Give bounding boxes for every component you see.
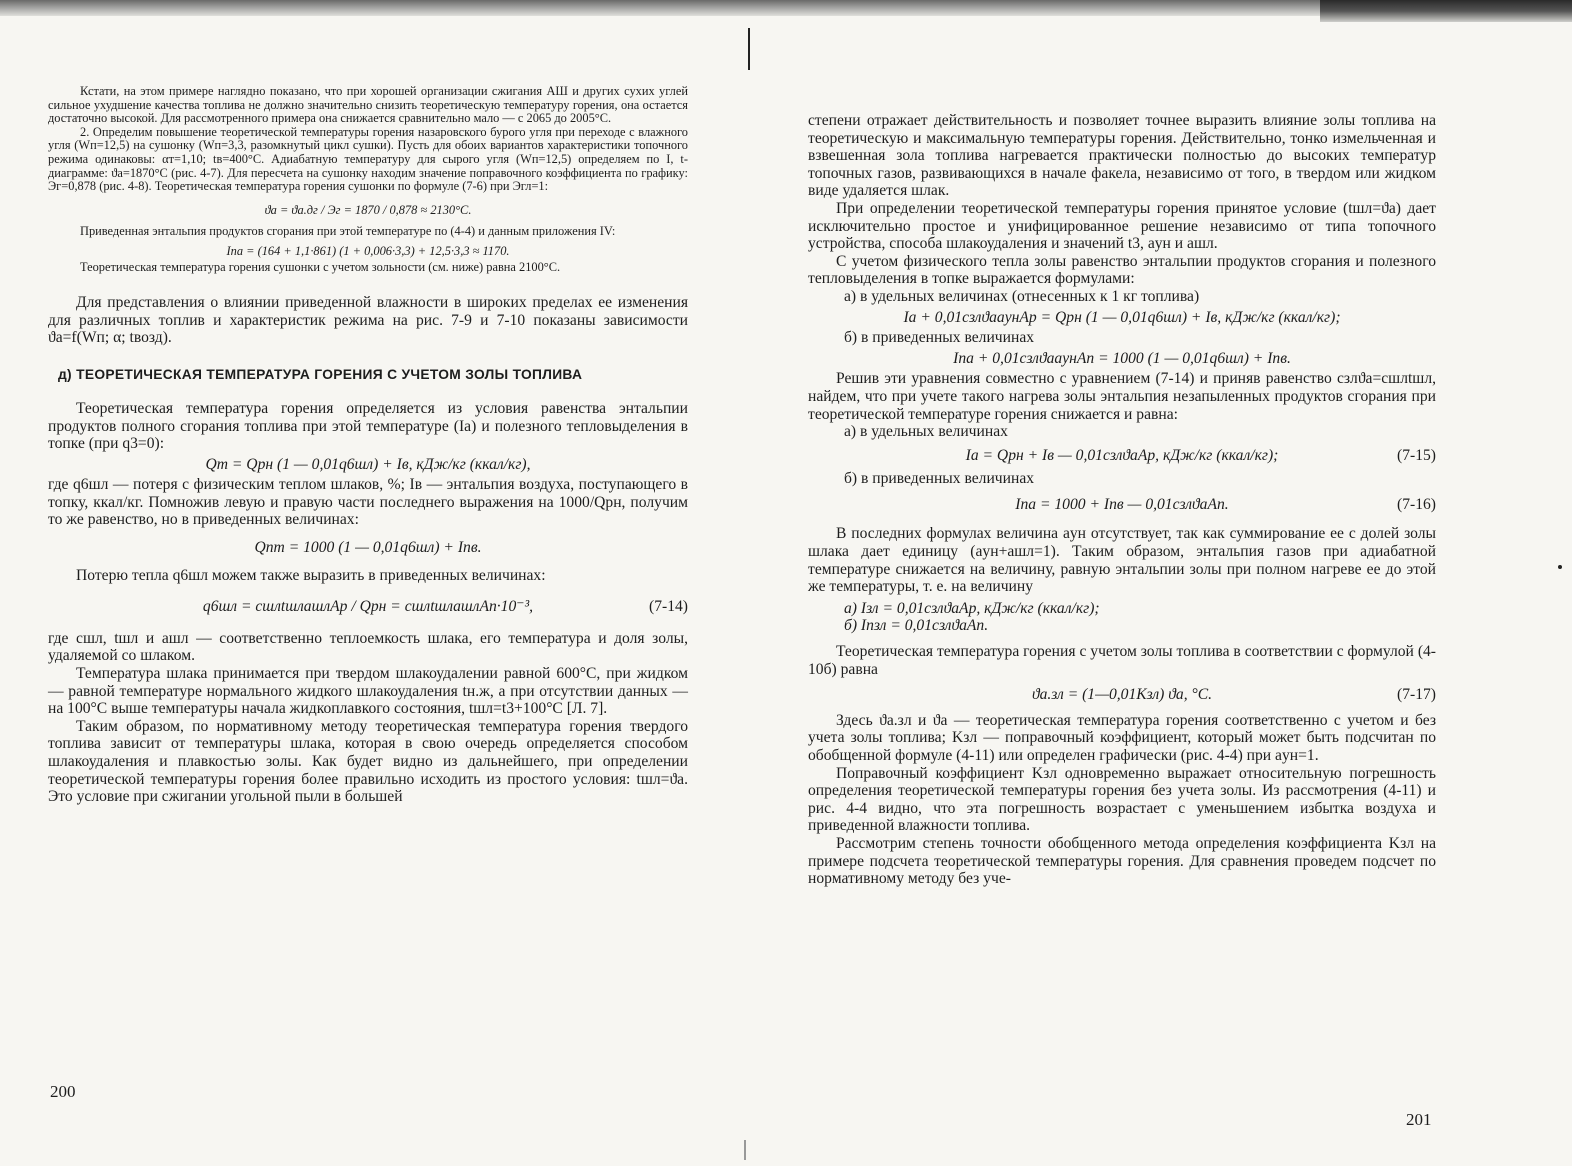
equation-number: (7-17) bbox=[1397, 686, 1436, 704]
binding-mark-bottom bbox=[744, 1140, 746, 1160]
formula: б) Iпзл = 0,01cзлϑаAп. bbox=[844, 617, 989, 635]
example-block bbox=[48, 85, 688, 274]
formula bbox=[48, 598, 688, 616]
paragraph: Потерю тепла q6шл можем также выразить в приведенных величинах: bbox=[76, 566, 546, 584]
formula-text: ϑа.зл = (1—0,01Kзл) ϑа, °С. bbox=[1031, 686, 1213, 704]
paragraph: Теоретическая температура горения с учетом золы топлива в соответствии с формулой (4-10б) равна bbox=[808, 643, 1436, 678]
formula bbox=[808, 686, 1436, 704]
main-text bbox=[48, 294, 688, 347]
section-heading: д) ТЕОРЕТИЧЕСКАЯ ТЕМПЕРАТУРА ГОРЕНИЯ С УЧЕТОМ ЗОЛЫ ТОПЛИВА bbox=[58, 366, 583, 382]
paragraph: 2. Определим повышение теоретической температуры горения назаровского бурого угля при переходе с влажного угля (Wп=12,5) на сушонку (Wп=3,3, разомкнутый цикл сушки). Пусть для обоих вариантов характеристики топочного режима одинаковы: αт=1,10; tв=400°С. Адиабатную температуру для сырого угля (Wп=12,5) определяем по I, t-диаграмме: ϑа=1870°С (рис. 4-7). Для пересчета на сушонку находим значение поправочного коэффициента по графику: Эг=0,878 (рис. 4-8). Теоретическая температура горения сушонки по формуле (7-6) при Эгл=1: bbox=[48, 124, 688, 194]
scan-shadow-corner bbox=[1320, 0, 1572, 22]
paragraph: С учетом физического тепла золы равенство энтальпии продуктов сгорания и полезного тепловыделения в топке выражается формулами: bbox=[808, 252, 1436, 288]
paragraph: Поправочный коэффициент Kзл одновременно выражает относительную погрешность определения теоретической температуры горения без учета золы. Из рассмотрения (4-11) и рис. 4-4 видно, что эта погрешность возрастает с уменьшением избытка воздуха и приведенной влажности топлива. bbox=[808, 764, 1436, 835]
paragraph: Таким образом, по нормативному методу теоретическая температура горения твердого топлива зависит от температуры шлака, которая в свою очередь определяется способом шлакоудаления и плавкостью золы. Как будет видно из дальнейшего, при определении теоретической температуры горения более правильно исходить из простого условия: tшл=ϑа. Это условие при сжигании угольной пыли в большей bbox=[48, 717, 688, 806]
formula: Qпт = 1000 (1 — 0,01q6шл) + Iпв. bbox=[254, 539, 482, 557]
paragraph: Температура шлака принимается при твердом шлакоудалении равной 600°С, при жидком — равной температуре нормального жидкого шлакоудаления tн.ж, а при отсутствии данных — на 100°С выше температуры начала жидкоплавкого состояния, tшл=t3+100°С [Л. 7]. bbox=[48, 665, 688, 718]
paragraph: Приведенная энтальпия продуктов сгорания при этой температуре по (4-4) и данным приложения IV: bbox=[80, 224, 616, 239]
paragraph: б) в приведенных величинах bbox=[844, 470, 1035, 488]
scan-speck bbox=[1558, 565, 1562, 569]
paragraph: а) в удельных величинах bbox=[844, 423, 1008, 441]
paragraph: а) в удельных величинах (отнесенных к 1 кг топлива) bbox=[844, 287, 1200, 305]
equation-number: (7-14) bbox=[649, 598, 688, 616]
formula-text: Iпа = 1000 + Iпв — 0,01cзлϑаAп. bbox=[1015, 495, 1229, 513]
paragraph: Для представления о влиянии приведенной влажности в широких пределах ее изменения для различных топлив и характеристик режима на рис. 7-9 и 7-10 показаны зависимости ϑа=f(Wп; α; tвозд). bbox=[48, 294, 688, 347]
formula-text: q6шл = cшлtшлaшлAр / Qрн = cшлtшлaшлAп·10⁻³, bbox=[202, 598, 534, 616]
main-text bbox=[808, 112, 1436, 888]
paragraph: Теоретическая температура горения сушонки с учетом зольности (см. ниже) равна 2100°С. bbox=[80, 259, 561, 274]
right-page bbox=[808, 112, 1436, 888]
formula: а) Iзл = 0,01cзлϑаAр, кДж/кг (ккал/кг); bbox=[844, 599, 1100, 617]
formula: ϑа = ϑа.дг / Эг = 1870 / 0,878 ≈ 2130°С. bbox=[264, 202, 472, 217]
formula: Iа + 0,01cзлϑаaунAр = Qрн (1 — 0,01q6шл) + Iв, кДж/кг (ккал/кг); bbox=[903, 308, 1341, 326]
page-number-right: 201 bbox=[1406, 1110, 1432, 1129]
paragraph: В последних формулах величина aун отсутствует, так как суммирование ее с долей золы шлака дает единицу (aун+aшл=1). Таким образом, энтальпия газов при адиабатной температуре снижается на величину, равную энтальпии золы при полном нагреве ее до этой же температуры, т. е. на величину bbox=[808, 525, 1436, 596]
paragraph: Кстати, на этом примере наглядно показано, что при хорошей организации сжигания АШ и других сухих углей сильное ухудшение качества топлива не должно значительно снизить теоретическую температуру горения, она остается достаточно высокой. Для рассмотренного примера она снижается сравнительно мало — с 2065 до 2005°С. bbox=[48, 84, 688, 126]
main-text bbox=[48, 400, 688, 806]
equation-number: (7-16) bbox=[1397, 495, 1436, 513]
binding-mark bbox=[748, 28, 750, 70]
paragraph: Теоретическая температура горения определяется из условия равенства энтальпии продуктов полного сгорания топлива при этой температуре (Iа) и полезного тепловыделения в топке (при q3=0): bbox=[48, 399, 688, 453]
formula-text: Iа = Qрн + Iв — 0,01cзлϑаAр, кДж/кг (ккал/кг); bbox=[965, 446, 1279, 464]
paragraph: Рассмотрим степень точности обобщенного метода определения коэффициента Kзл на примере подсчета теоретической температуры горения. Для сравнения проведем подсчет по нормативному методу без уче- bbox=[808, 834, 1436, 888]
formula: Iпа = (164 + 1,1·861) (1 + 0,006·3,3) + 12,5·3,3 ≈ 1170. bbox=[226, 243, 510, 258]
formula: Iпа + 0,01cзлϑаaунAп = 1000 (1 — 0,01q6шл) + Iпв. bbox=[953, 349, 1291, 367]
paragraph: При определении теоретической температуры горения принятое условие (tшл=ϑа) дает исключительно простое и унифицированное решение независимо от типа топочного устройства, способа шлакоудаления и значений t3, aун и aшл. bbox=[808, 199, 1436, 253]
paragraph: б) в приведенных величинах bbox=[844, 329, 1035, 347]
paragraph: где q6шл — потеря с физическим теплом шлаков, %; Iв — энтальпия воздуха, поступающего в топку, ккал/кг. Помножив левую и правую части последнего выражения на 1000/Qрн, получим то же равенство, но в приведенных величинах: bbox=[48, 476, 688, 529]
left-page bbox=[48, 85, 688, 806]
formula: Qт = Qрн (1 — 0,01q6шл) + Iв, кДж/кг (ккал/кг), bbox=[205, 455, 531, 473]
paragraph: где cшл, tшл и aшл — соответственно теплоемкость шлака, его температура и доля золы, удаляемой со шлаком. bbox=[48, 629, 688, 665]
paragraph: Решив эти уравнения совместно с уравнением (7-14) и приняв равенство cзлϑа=cшлtшл, найдем, что при учете такого нагрева золы энтальпия незапыленных продуктов сгорания при теоретической температуре горения снижается и равна: bbox=[808, 370, 1436, 423]
formula bbox=[808, 496, 1436, 514]
paragraph: степени отражает действительность и позволяет точнее выразить влияние золы топлива на теоретическую и максимальную температуры горения. Действительно, тонко измельченная и взвешенная зола топлива нагревается практически полностью до высоких температур топочных газов, развивающихся в начале факела, независимо от того, в твердом или жидком виде удаляется шлак. bbox=[808, 112, 1436, 200]
formula bbox=[808, 447, 1436, 465]
equation-number: (7-15) bbox=[1397, 446, 1436, 464]
page-number-left: 200 bbox=[50, 1082, 76, 1101]
paragraph: Здесь ϑа.зл и ϑа — теоретическая температура горения соответственно с учетом и без учета золы топлива; Kзл — поправочный коэффициент, который может быть подсчитан по обобщенной формуле (4-11) или определен графически (рис. 4-4) при aун=1. bbox=[808, 711, 1436, 764]
